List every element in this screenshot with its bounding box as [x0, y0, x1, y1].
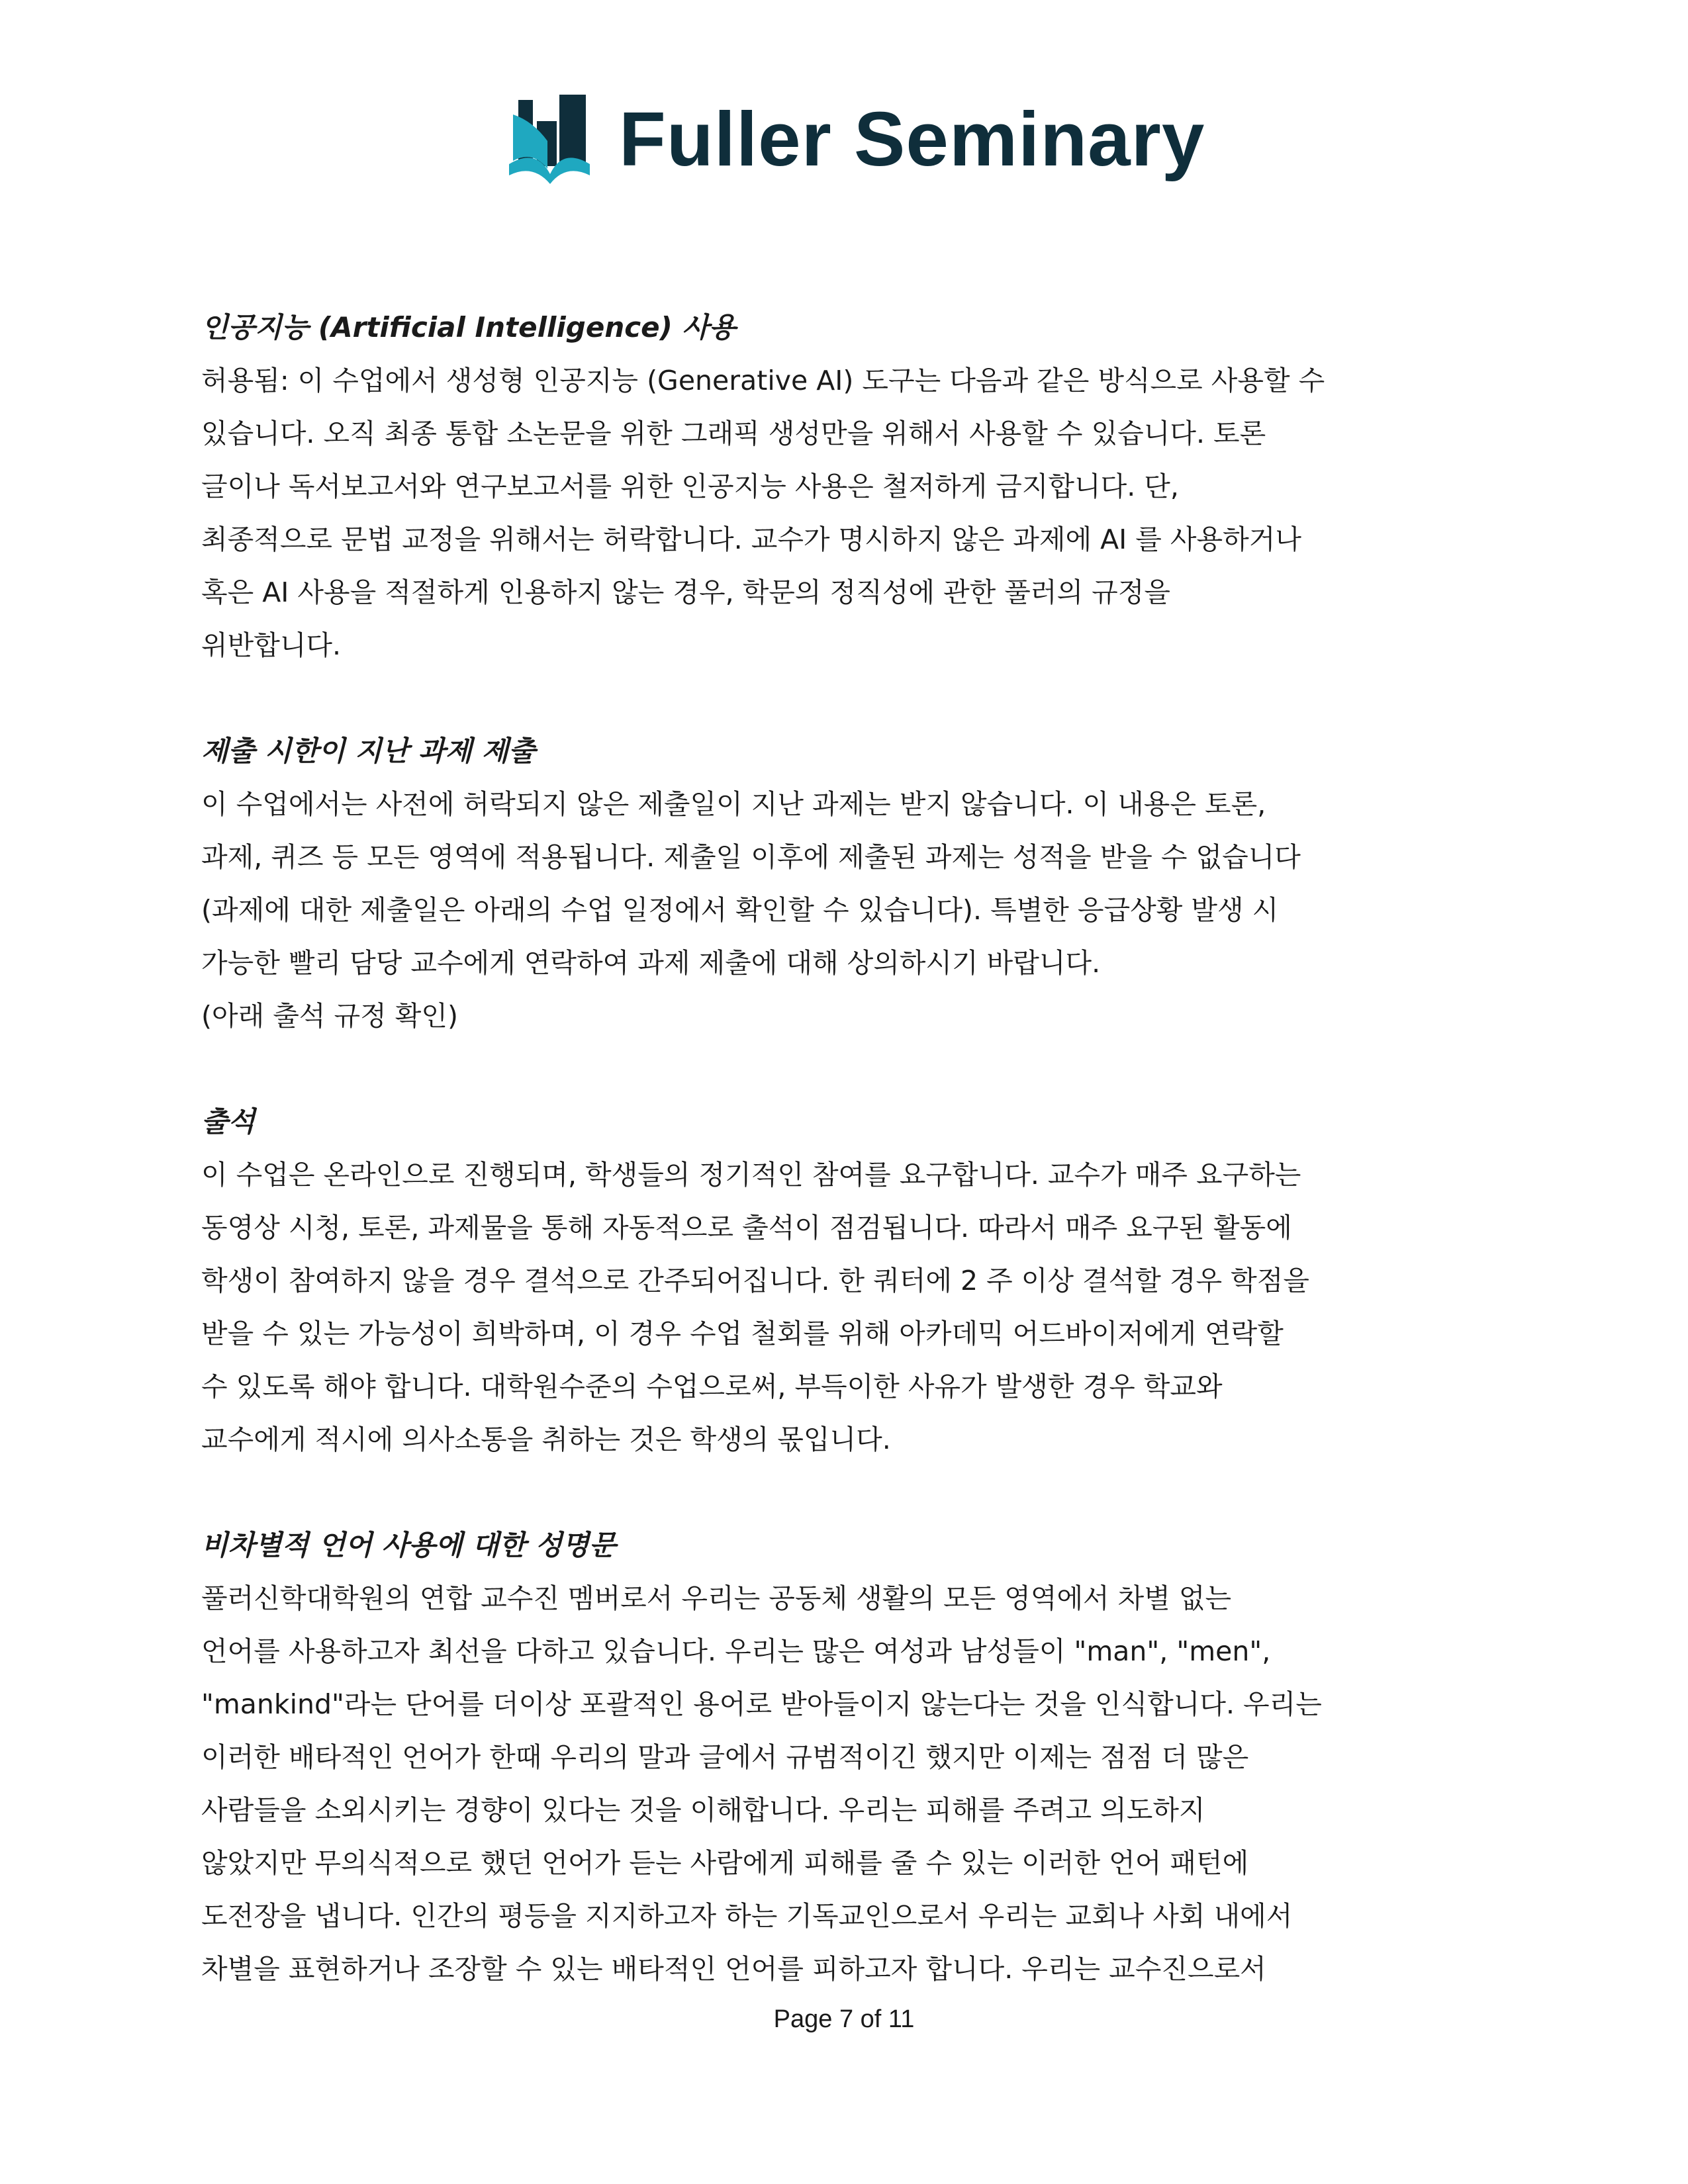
page-number: Page 7 of 11: [773, 2005, 915, 2033]
paragraph-line: 혹은 AI 사용을 적절하게 인용하지 않는 경우, 학문의 정직성에 관한 풀러의 규정을: [201, 576, 1170, 608]
section-heading: 제출 시한이 지난 과제 제출: [201, 735, 536, 767]
paragraph-line: 학생이 참여하지 않을 경우 결석으로 간주되어집니다. 한 쿼터에 2 주 이상 결석할 경우 학점을: [201, 1265, 1309, 1297]
paragraph-line: 동영상 시청, 토론, 과제물을 통해 자동적으로 출석이 점검됩니다. 따라서 매주 요구된 활동에: [201, 1212, 1292, 1244]
paragraph-line: 이 수업은 온라인으로 진행되며, 학생들의 정기적인 참여를 요구합니다. 교수가 매주 요구하는: [201, 1159, 1301, 1191]
paragraph-line: 과제, 퀴즈 등 모든 영역에 적용됩니다. 제출일 이후에 제출된 과제는 성적을 받을 수 없습니다: [201, 841, 1301, 873]
paragraph-line: 차별을 표현하거나 조장할 수 있는 배타적인 언어를 피하고자 합니다. 우리는 교수진으로서: [201, 1953, 1266, 1985]
paragraph-line: 수 있도록 해야 합니다. 대학원수준의 수업으로써, 부득이한 사유가 발생한 경우 학교와: [201, 1371, 1223, 1402]
section-late-submission: [201, 725, 1495, 1042]
paragraph-line: (과제에 대한 제출일은 아래의 수업 일정에서 확인할 수 있습니다). 특별한 응급상황 발생 시: [201, 894, 1279, 926]
open-book-icon: [506, 95, 592, 184]
paragraph-line: 교수에게 적시에 의사소통을 취하는 것은 학생의 몫입니다.: [201, 1424, 891, 1455]
section-attendance: [201, 1095, 1495, 1466]
paragraph-line: 도전장을 냅니다. 인간의 평등을 지지하고자 하는 기독교인으로서 우리는 교회나 사회 내에서: [201, 1900, 1293, 1932]
paragraph-line: 최종적으로 문법 교정을 위해서는 허락합니다. 교수가 명시하지 않은 과제에 AI 를 사용하거나: [201, 523, 1301, 555]
paragraph-line: 있습니다. 오직 최종 통합 소논문을 위한 그래픽 생성만을 위해서 사용할 수 있습니다. 토론: [201, 418, 1266, 449]
fuller-seminary-logo: [506, 93, 1205, 185]
section-heading: 출석: [201, 1105, 256, 1138]
paragraph-line: 위반합니다.: [201, 629, 342, 661]
paragraph-line: 이러한 배타적인 언어가 한때 우리의 말과 글에서 규범적이긴 했지만 이제는 점점 더 많은: [201, 1741, 1249, 1773]
paragraph-line: 언어를 사용하고자 최선을 다하고 있습니다. 우리는 많은 여성과 남성들이 "man", "men",: [201, 1635, 1271, 1667]
paragraph-line: 이 수업에서는 사전에 허락되지 않은 제출일이 지난 과제는 받지 않습니다. 이 내용은 토론,: [201, 788, 1266, 820]
paragraph-line: 허용됨: 이 수업에서 생성형 인공지능 (Generative AI) 도구는 다음과 같은 방식으로 사용할 수: [201, 365, 1325, 396]
section-inclusive-language: [201, 1519, 1495, 1995]
logo-wordmark: Fuller Seminary: [619, 96, 1205, 182]
section-ai-use: [201, 301, 1495, 672]
document-body: [201, 301, 1495, 2048]
paragraph-line: "mankind"라는 단어를 더이상 포괄적인 용어로 받아들이지 않는다는 것을 인식합니다. 우리는: [201, 1688, 1322, 1720]
paragraph-line: 받을 수 있는 가능성이 희박하며, 이 경우 수업 철회를 위해 아카데믹 어드바이저에게 연락할: [201, 1318, 1284, 1349]
paragraph-line: 글이나 독서보고서와 연구보고서를 위한 인공지능 사용은 철저하게 금지합니다. 단,: [201, 471, 1179, 502]
paragraph-line: 풀러신학대학원의 연합 교수진 멤버로서 우리는 공동체 생활의 모든 영역에서 차별 없는: [201, 1582, 1232, 1614]
paragraph-line: (아래 출석 규정 확인): [201, 1000, 458, 1032]
section-heading: 비차별적 언어 사용에 대한 성명문: [201, 1529, 616, 1561]
paragraph-line: 않았지만 무의식적으로 했던 언어가 듣는 사람에게 피해를 줄 수 있는 이러한 언어 패턴에: [201, 1847, 1249, 1879]
section-heading: 인공지능 (Artificial Intelligence) 사용: [201, 311, 736, 343]
paragraph-line: 사람들을 소외시키는 경향이 있다는 것을 이해합니다. 우리는 피해를 주려고 의도하지: [201, 1794, 1205, 1826]
paragraph-line: 가능한 빨리 담당 교수에게 연락하여 과제 제출에 대해 상의하시기 바랍니다.: [201, 947, 1101, 979]
